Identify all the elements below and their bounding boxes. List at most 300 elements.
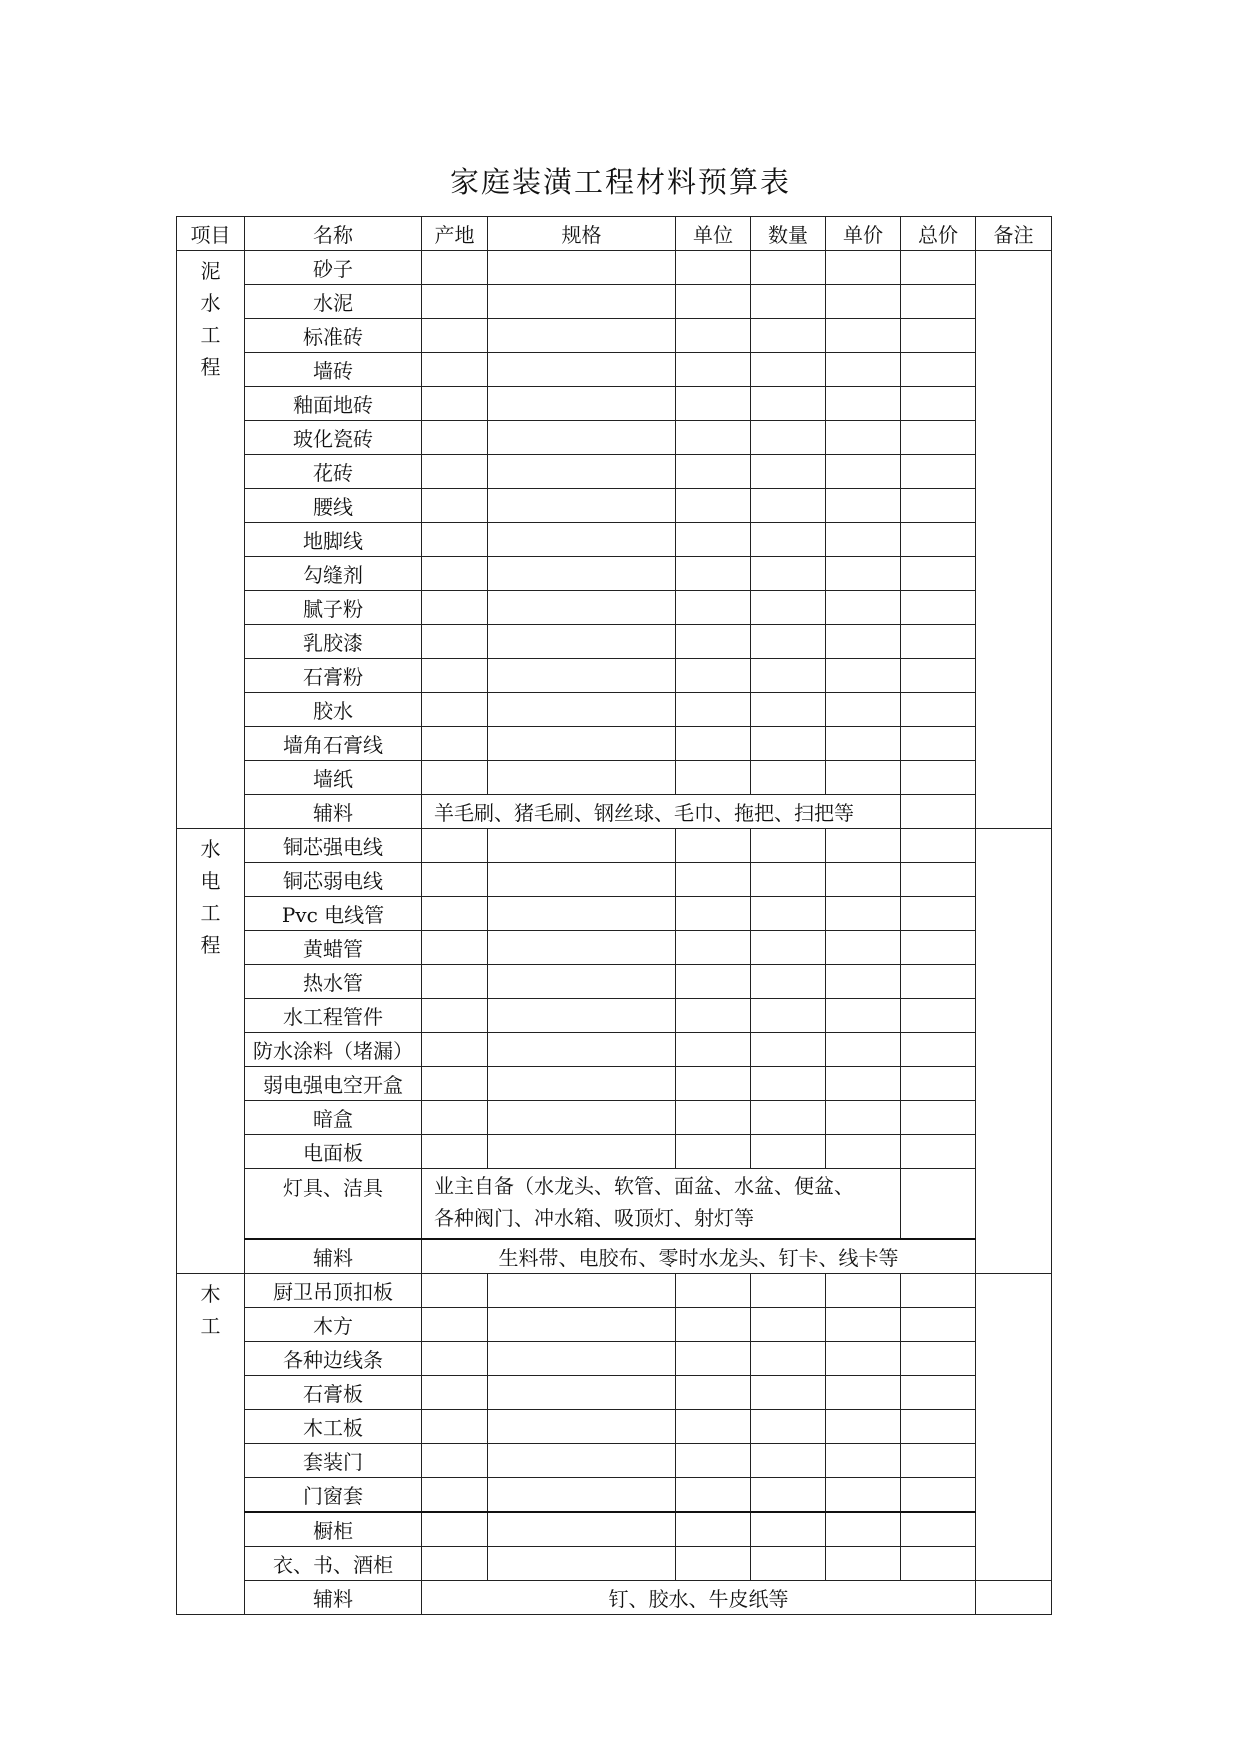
item-name: 玻化瓷砖 xyxy=(245,421,422,455)
item-name: 套装门 xyxy=(245,1444,422,1478)
table-row xyxy=(177,1101,1052,1135)
empty-cell xyxy=(826,693,901,727)
empty-cell xyxy=(422,625,488,659)
empty-cell xyxy=(751,659,826,693)
empty-cell xyxy=(901,1067,976,1101)
empty-cell xyxy=(751,1308,826,1342)
empty-cell xyxy=(488,1444,676,1478)
empty-cell xyxy=(488,387,676,421)
empty-cell xyxy=(676,761,751,795)
table-row xyxy=(177,659,1052,693)
empty-cell xyxy=(751,387,826,421)
empty-cell xyxy=(751,761,826,795)
empty-cell xyxy=(901,1376,976,1410)
item-name: Pvc 电线管 xyxy=(245,897,422,931)
header-origin: 产地 xyxy=(422,217,488,251)
fixture-row xyxy=(177,1169,1052,1240)
empty-cell xyxy=(751,1376,826,1410)
empty-cell xyxy=(676,489,751,523)
empty-cell xyxy=(901,523,976,557)
empty-cell xyxy=(826,455,901,489)
item-name: 砂子 xyxy=(245,251,422,285)
empty-cell xyxy=(751,863,826,897)
item-name: 木工板 xyxy=(245,1410,422,1444)
header-item: 项目 xyxy=(177,217,245,251)
table-row xyxy=(177,965,1052,999)
empty-cell xyxy=(676,693,751,727)
fixture-label: 灯具、洁具 xyxy=(245,1169,422,1240)
empty-cell xyxy=(676,285,751,319)
empty-cell xyxy=(826,1512,901,1547)
table-row xyxy=(177,1342,1052,1376)
table-row xyxy=(177,489,1052,523)
empty-cell xyxy=(676,251,751,285)
table-row xyxy=(177,523,1052,557)
empty-cell xyxy=(488,1410,676,1444)
empty-cell xyxy=(826,1547,901,1581)
empty-cell xyxy=(826,1410,901,1444)
empty-cell xyxy=(488,353,676,387)
item-name: 防水涂料（堵漏） xyxy=(245,1033,422,1067)
empty-cell xyxy=(826,353,901,387)
item-name: 水泥 xyxy=(245,285,422,319)
empty-cell xyxy=(901,557,976,591)
empty-cell xyxy=(901,727,976,761)
empty-cell xyxy=(676,965,751,999)
table-row xyxy=(177,557,1052,591)
item-name: 铜芯弱电线 xyxy=(245,863,422,897)
empty-cell xyxy=(751,999,826,1033)
empty-cell xyxy=(751,421,826,455)
empty-cell xyxy=(901,625,976,659)
aux-label: 辅料 xyxy=(245,795,422,829)
category-char: 程 xyxy=(200,355,221,379)
empty-cell xyxy=(676,1410,751,1444)
empty-cell xyxy=(826,557,901,591)
empty-cell xyxy=(422,1067,488,1101)
category-char: 程 xyxy=(200,933,221,957)
empty-cell xyxy=(676,1274,751,1308)
empty-cell xyxy=(488,251,676,285)
empty-cell xyxy=(422,1342,488,1376)
empty-cell xyxy=(676,353,751,387)
empty-cell xyxy=(422,251,488,285)
empty-cell xyxy=(901,829,976,863)
item-name: 胶水 xyxy=(245,693,422,727)
empty-cell xyxy=(901,1308,976,1342)
empty-cell xyxy=(422,693,488,727)
empty-cell xyxy=(488,829,676,863)
aux-label: 辅料 xyxy=(245,1239,422,1274)
item-name: 水工程管件 xyxy=(245,999,422,1033)
empty-cell xyxy=(751,489,826,523)
empty-cell xyxy=(676,319,751,353)
section-category xyxy=(177,829,245,1274)
empty-cell xyxy=(826,931,901,965)
empty-cell xyxy=(901,931,976,965)
empty-cell xyxy=(901,1342,976,1376)
empty-cell xyxy=(488,1101,676,1135)
empty-cell xyxy=(488,489,676,523)
empty-cell xyxy=(422,421,488,455)
empty-cell xyxy=(488,897,676,931)
item-name: 木方 xyxy=(245,1308,422,1342)
empty-cell xyxy=(751,251,826,285)
empty-cell xyxy=(488,319,676,353)
table-row xyxy=(177,455,1052,489)
aux-label: 辅料 xyxy=(245,1581,422,1615)
empty-cell xyxy=(901,285,976,319)
empty-cell xyxy=(751,1410,826,1444)
empty-cell xyxy=(676,1342,751,1376)
empty-cell xyxy=(826,1033,901,1067)
empty-cell xyxy=(422,557,488,591)
empty-cell xyxy=(901,965,976,999)
category-char: 水 xyxy=(200,291,221,315)
empty-cell xyxy=(676,931,751,965)
empty-cell xyxy=(901,353,976,387)
empty-cell xyxy=(676,557,751,591)
empty-cell xyxy=(751,1135,826,1169)
empty-cell xyxy=(488,421,676,455)
empty-cell xyxy=(901,1512,976,1547)
empty-cell xyxy=(676,387,751,421)
empty-cell xyxy=(488,1512,676,1547)
empty-cell xyxy=(826,285,901,319)
item-name: 花砖 xyxy=(245,455,422,489)
empty-cell xyxy=(676,421,751,455)
table-row xyxy=(177,693,1052,727)
empty-cell xyxy=(422,1410,488,1444)
empty-cell xyxy=(826,761,901,795)
empty-cell xyxy=(488,523,676,557)
empty-cell xyxy=(422,761,488,795)
empty-cell xyxy=(676,659,751,693)
item-name: 电面板 xyxy=(245,1135,422,1169)
empty-cell xyxy=(488,761,676,795)
empty-cell xyxy=(422,455,488,489)
empty-cell xyxy=(676,1067,751,1101)
empty-cell xyxy=(751,727,826,761)
empty-cell xyxy=(826,1135,901,1169)
empty-cell xyxy=(901,489,976,523)
empty-cell xyxy=(488,659,676,693)
empty-cell xyxy=(488,693,676,727)
empty-cell xyxy=(751,625,826,659)
remark-cell xyxy=(976,251,1052,829)
aux-row xyxy=(177,1581,1052,1615)
empty-cell xyxy=(676,1308,751,1342)
header-remark: 备注 xyxy=(976,217,1052,251)
table-row xyxy=(177,285,1052,319)
empty-cell xyxy=(422,1376,488,1410)
item-name: 墙纸 xyxy=(245,761,422,795)
empty-cell xyxy=(751,523,826,557)
remark-cell xyxy=(976,829,1052,1274)
item-name: 暗盒 xyxy=(245,1101,422,1135)
empty-cell xyxy=(676,1547,751,1581)
empty-cell xyxy=(826,591,901,625)
item-name: 乳胶漆 xyxy=(245,625,422,659)
category-char: 木 xyxy=(200,1282,221,1306)
empty-cell xyxy=(488,1342,676,1376)
empty-cell xyxy=(751,1547,826,1581)
empty-cell xyxy=(676,829,751,863)
empty-cell xyxy=(826,999,901,1033)
item-name: 衣、书、酒柜 xyxy=(245,1547,422,1581)
empty-cell xyxy=(488,999,676,1033)
item-name: 橱柜 xyxy=(245,1512,422,1547)
empty-cell xyxy=(901,319,976,353)
empty-cell xyxy=(676,1135,751,1169)
empty-cell xyxy=(751,319,826,353)
empty-cell xyxy=(488,1376,676,1410)
empty-cell xyxy=(676,1444,751,1478)
empty-cell xyxy=(976,1581,1052,1615)
empty-cell xyxy=(488,965,676,999)
empty-cell xyxy=(826,387,901,421)
fixture-note-line: 业主自备（水龙头、软管、面盆、水盆、便盆、 xyxy=(434,1174,854,1198)
empty-cell xyxy=(901,659,976,693)
empty-cell xyxy=(751,1067,826,1101)
empty-cell xyxy=(422,1274,488,1308)
empty-cell xyxy=(751,1101,826,1135)
empty-cell xyxy=(488,863,676,897)
item-name: 热水管 xyxy=(245,965,422,999)
table-row xyxy=(177,1274,1052,1308)
empty-cell xyxy=(676,999,751,1033)
table-row xyxy=(177,1444,1052,1478)
item-name: 石膏板 xyxy=(245,1376,422,1410)
budget-table xyxy=(176,216,1052,1615)
table-row xyxy=(177,761,1052,795)
remark-cell xyxy=(976,1274,1052,1581)
empty-cell xyxy=(422,659,488,693)
table-row xyxy=(177,1512,1052,1547)
empty-cell xyxy=(751,693,826,727)
empty-cell xyxy=(826,523,901,557)
empty-cell xyxy=(826,251,901,285)
empty-cell xyxy=(751,897,826,931)
item-name: 铜芯强电线 xyxy=(245,829,422,863)
empty-cell xyxy=(751,931,826,965)
empty-cell xyxy=(422,1478,488,1513)
empty-cell xyxy=(751,1512,826,1547)
table-row xyxy=(177,1410,1052,1444)
empty-cell xyxy=(826,863,901,897)
empty-cell xyxy=(901,897,976,931)
empty-cell xyxy=(751,965,826,999)
empty-cell xyxy=(901,999,976,1033)
empty-cell xyxy=(422,387,488,421)
empty-cell xyxy=(901,591,976,625)
aux-row xyxy=(177,795,1052,829)
header-unit: 单位 xyxy=(676,217,751,251)
empty-cell xyxy=(422,931,488,965)
empty-cell xyxy=(676,455,751,489)
empty-cell xyxy=(826,1101,901,1135)
empty-cell xyxy=(422,319,488,353)
item-name: 釉面地砖 xyxy=(245,387,422,421)
category-char: 工 xyxy=(200,901,221,925)
table-row xyxy=(177,1067,1052,1101)
aux-note: 钉、胶水、牛皮纸等 xyxy=(422,1581,976,1615)
empty-cell xyxy=(901,1274,976,1308)
empty-cell xyxy=(676,1033,751,1067)
section-category xyxy=(177,251,245,829)
section-category xyxy=(177,1274,245,1615)
empty-cell xyxy=(901,1135,976,1169)
empty-cell xyxy=(826,489,901,523)
empty-cell xyxy=(826,727,901,761)
table-row xyxy=(177,421,1052,455)
category-char: 工 xyxy=(200,1314,221,1338)
empty-cell xyxy=(751,591,826,625)
empty-cell xyxy=(676,897,751,931)
empty-cell xyxy=(488,1274,676,1308)
empty-cell xyxy=(901,251,976,285)
item-name: 门窗套 xyxy=(245,1478,422,1513)
empty-cell xyxy=(422,523,488,557)
header-total: 总价 xyxy=(901,217,976,251)
table-row xyxy=(177,1478,1052,1513)
empty-cell xyxy=(422,1547,488,1581)
empty-cell xyxy=(826,625,901,659)
item-name: 厨卫吊顶扣板 xyxy=(245,1274,422,1308)
aux-note: 羊毛刷、猪毛刷、钢丝球、毛巾、拖把、扫把等 xyxy=(422,795,901,829)
item-name: 勾缝剂 xyxy=(245,557,422,591)
category-char: 泥 xyxy=(200,259,221,283)
header-unit-price: 单价 xyxy=(826,217,901,251)
empty-cell xyxy=(901,795,976,829)
empty-cell xyxy=(422,863,488,897)
empty-cell xyxy=(422,1135,488,1169)
empty-cell xyxy=(422,897,488,931)
table-row xyxy=(177,625,1052,659)
empty-cell xyxy=(488,1308,676,1342)
empty-cell xyxy=(488,1033,676,1067)
empty-cell xyxy=(901,1444,976,1478)
empty-cell xyxy=(676,1376,751,1410)
empty-cell xyxy=(676,1101,751,1135)
item-name: 腰线 xyxy=(245,489,422,523)
item-name: 石膏粉 xyxy=(245,659,422,693)
empty-cell xyxy=(488,557,676,591)
table-row xyxy=(177,727,1052,761)
table-row xyxy=(177,999,1052,1033)
empty-cell xyxy=(826,1478,901,1513)
aux-note: 生料带、电胶布、零时水龙头、钉卡、线卡等 xyxy=(422,1239,976,1274)
empty-cell xyxy=(901,1033,976,1067)
empty-cell xyxy=(676,1478,751,1513)
item-name: 腻子粉 xyxy=(245,591,422,625)
item-name: 墙角石膏线 xyxy=(245,727,422,761)
table-row xyxy=(177,931,1052,965)
empty-cell xyxy=(488,1547,676,1581)
table-row xyxy=(177,1135,1052,1169)
empty-cell xyxy=(901,1547,976,1581)
empty-cell xyxy=(751,1342,826,1376)
table-row xyxy=(177,829,1052,863)
empty-cell xyxy=(751,353,826,387)
header-row xyxy=(177,217,1052,251)
empty-cell xyxy=(422,489,488,523)
empty-cell xyxy=(901,455,976,489)
table-row xyxy=(177,1308,1052,1342)
empty-cell xyxy=(901,421,976,455)
header-name: 名称 xyxy=(245,217,422,251)
document-title: 家庭装潢工程材料预算表 xyxy=(449,165,791,199)
table-row xyxy=(177,319,1052,353)
empty-cell xyxy=(422,999,488,1033)
empty-cell xyxy=(826,1342,901,1376)
table-row xyxy=(177,1376,1052,1410)
empty-cell xyxy=(676,863,751,897)
table-row xyxy=(177,863,1052,897)
empty-cell xyxy=(901,387,976,421)
empty-cell xyxy=(676,523,751,557)
category-char: 电 xyxy=(200,869,221,893)
empty-cell xyxy=(676,625,751,659)
empty-cell xyxy=(901,1478,976,1513)
empty-cell xyxy=(826,897,901,931)
aux-row xyxy=(177,1239,1052,1274)
empty-cell xyxy=(826,1308,901,1342)
empty-cell xyxy=(422,285,488,319)
empty-cell xyxy=(826,1376,901,1410)
empty-cell xyxy=(488,1067,676,1101)
table-row xyxy=(177,591,1052,625)
empty-cell xyxy=(826,319,901,353)
empty-cell xyxy=(422,727,488,761)
empty-cell xyxy=(676,1512,751,1547)
item-name: 黄蜡管 xyxy=(245,931,422,965)
table-row xyxy=(177,1547,1052,1581)
item-name: 各种边线条 xyxy=(245,1342,422,1376)
empty-cell xyxy=(488,727,676,761)
empty-cell xyxy=(826,1274,901,1308)
empty-cell xyxy=(751,1274,826,1308)
empty-cell xyxy=(676,591,751,625)
empty-cell xyxy=(901,863,976,897)
empty-cell xyxy=(901,693,976,727)
empty-cell xyxy=(422,1101,488,1135)
empty-cell xyxy=(422,1033,488,1067)
table-row xyxy=(177,897,1052,931)
empty-cell xyxy=(826,965,901,999)
empty-cell xyxy=(901,1101,976,1135)
empty-cell xyxy=(751,1444,826,1478)
empty-cell xyxy=(751,1033,826,1067)
empty-cell xyxy=(422,1512,488,1547)
empty-cell xyxy=(488,455,676,489)
empty-cell xyxy=(422,829,488,863)
table-row xyxy=(177,1033,1052,1067)
table-row xyxy=(177,251,1052,285)
empty-cell xyxy=(826,659,901,693)
empty-cell xyxy=(901,761,976,795)
item-name: 弱电强电空开盒 xyxy=(245,1067,422,1101)
empty-cell xyxy=(901,1410,976,1444)
empty-cell xyxy=(826,829,901,863)
empty-cell xyxy=(488,1478,676,1513)
empty-cell xyxy=(751,1478,826,1513)
empty-cell xyxy=(422,591,488,625)
empty-cell xyxy=(488,591,676,625)
empty-cell xyxy=(826,1067,901,1101)
empty-cell xyxy=(488,285,676,319)
item-name: 墙砖 xyxy=(245,353,422,387)
